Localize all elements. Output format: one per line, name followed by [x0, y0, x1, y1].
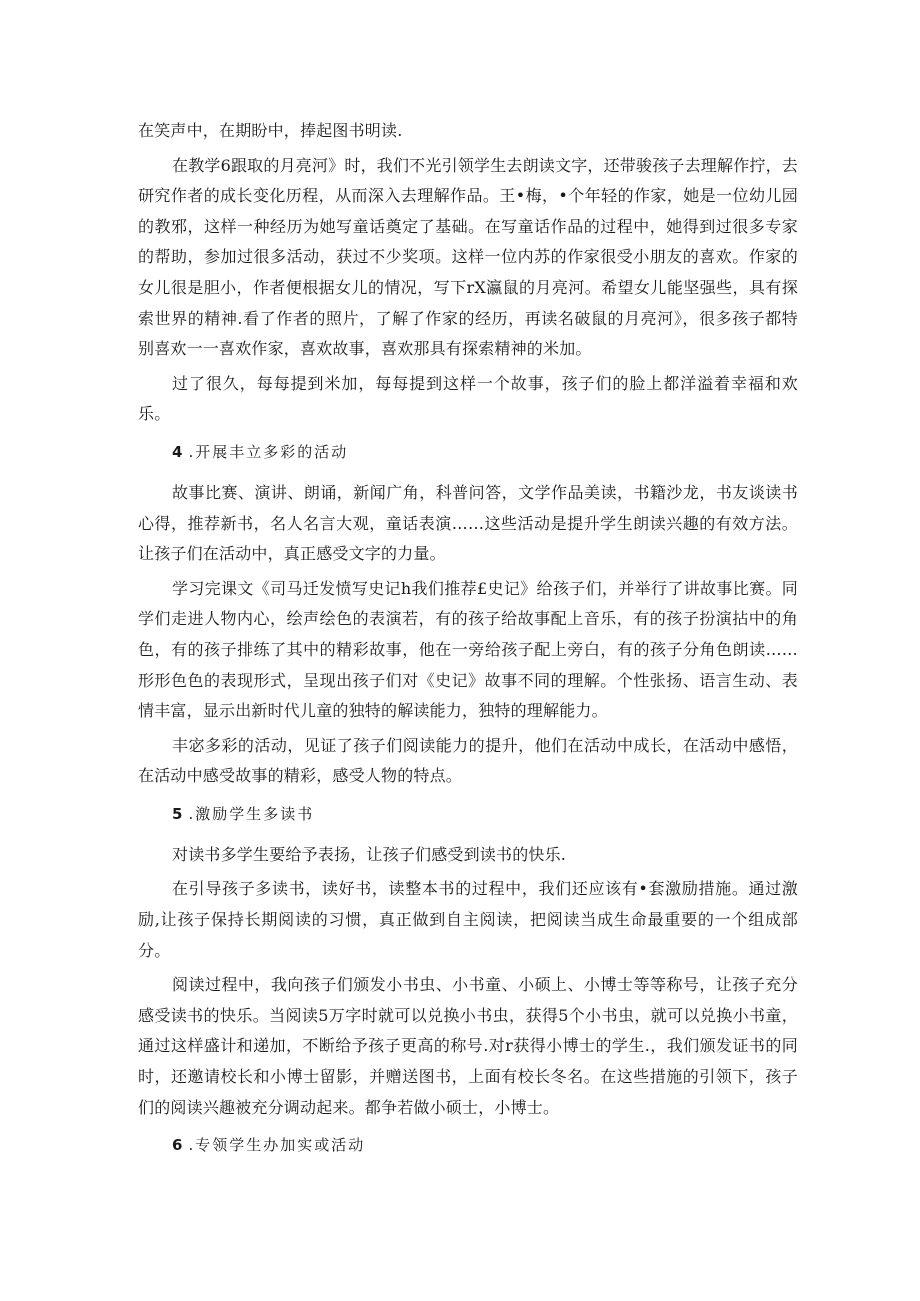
- paragraph: 在引导孩子多读书，读好书，读整本书的过程中，我们还应该有•套激励措施。通过激励,让孩子保持长期阅读的习惯，真正做到自主阅读，把阅读当成生命最重要的一个组成部分。: [138, 879, 798, 960]
- paragraph: 故事比赛、演讲、朗诵，新闻广角，科普问答，文学作品美读，书籍沙龙，书友谈读书心得，推荐新书，名人名言大观，童话表演……这些活动是提升学生朗读兴趣的有效方法。让孩子们在活动中，真正感受文字的力量。: [138, 482, 798, 564]
- section-heading-6: [138, 1133, 798, 1157]
- section-heading-4: [138, 440, 798, 464]
- paragraph: 对读书多学生要给予表扬，让孩子们感受到读书的快乐.: [172, 844, 567, 864]
- paragraph: 学习完课文《司马迁发愤写史记h我们推荐£史记》给孩子们，并举行了讲故事比赛。同学们走进人物内心，绘声绘色的表演若，有的孩子给故事配上音乐，有的孩子扮演拈中的角色，有的孩子排练了其中的精彩故事，他在一旁给孩子配上旁白，有的孩子分角色朗读……形形色色的表现形式，呈现出孩子们对《史记》故事不同的理解。个性张扬、语言生动、表情丰富，显示出新时代儿童的独特的解读能力，独特的理解能力。: [138, 578, 798, 721]
- section-heading-5: [138, 802, 798, 826]
- paragraph: 阅读过程中，我向孩子们颁发小书虫、小书童、小硕上、小博士等等称号，让孩子充分感受读书的快乐。当阅读5万字时就可以兑换小书虫，获得5个小书虫，就可以兑换小书童，通过这样盛计和递加，不断给予孩子更高的称号.对r获得小博士的学生.，我们颁发证书的同时，还邀请校长和小博士留影，并赠送图书，上面有校长冬名。在这些措施的引领下，孩子们的阅读兴趣被充分调动起来。都争若做小硕士，小博士。: [138, 975, 798, 1117]
- section-number: 4: [172, 442, 183, 461]
- document-body: [138, 116, 798, 1171]
- paragraph: 过了很久，每每提到米加，每每提到这样一个故事，孩子们的脸上都洋溢着幸福和欢乐。: [138, 373, 798, 424]
- section-number: 6: [172, 1136, 183, 1155]
- paragraph: 丰宓多彩的活动，见证了孩子们阅读能力的提升，他们在活动中成长，在活动中感悟，在活动中感受故事的精彩，感受人物的特点。: [138, 735, 798, 786]
- section-number: 5: [172, 804, 183, 823]
- paragraph: 在教学6跟取的月亮河》时，我们不光引领学生去朗读文字，还带骏孩子去理解作拧，去研究作者的成长变化历程，从而深入去理解作品。王•梅，•个年轻的作家，她是一位幼儿园的教邪，这样一种经历为她写童话奠定了基础。在写童话作品的过程中，她得到过很多专家的帮助，参加过很多活动，获过不少奖项。这样一位内苏的作家很受小朋友的喜欢。作家的女儿很是胆小，作者便根据女儿的情况，写下rX瀛鼠的月亮河。希望女儿能坚强些，具有探索世界的精神.看了作者的照片，了解了作家的经历，再读名破鼠的月亮河》，很多孩子都特别喜欢一一喜欢作家，喜欢故事，喜欢那具有探索精神的米加。: [138, 155, 798, 359]
- section-title: .专领学生办加实或活动: [188, 1136, 366, 1155]
- section-title: .激励学生多读书: [188, 804, 315, 823]
- paragraph: 在笑声中，在期盼中，捧起图书明读.: [138, 121, 403, 140]
- section-title: .开展丰立多彩的活动: [188, 442, 349, 461]
